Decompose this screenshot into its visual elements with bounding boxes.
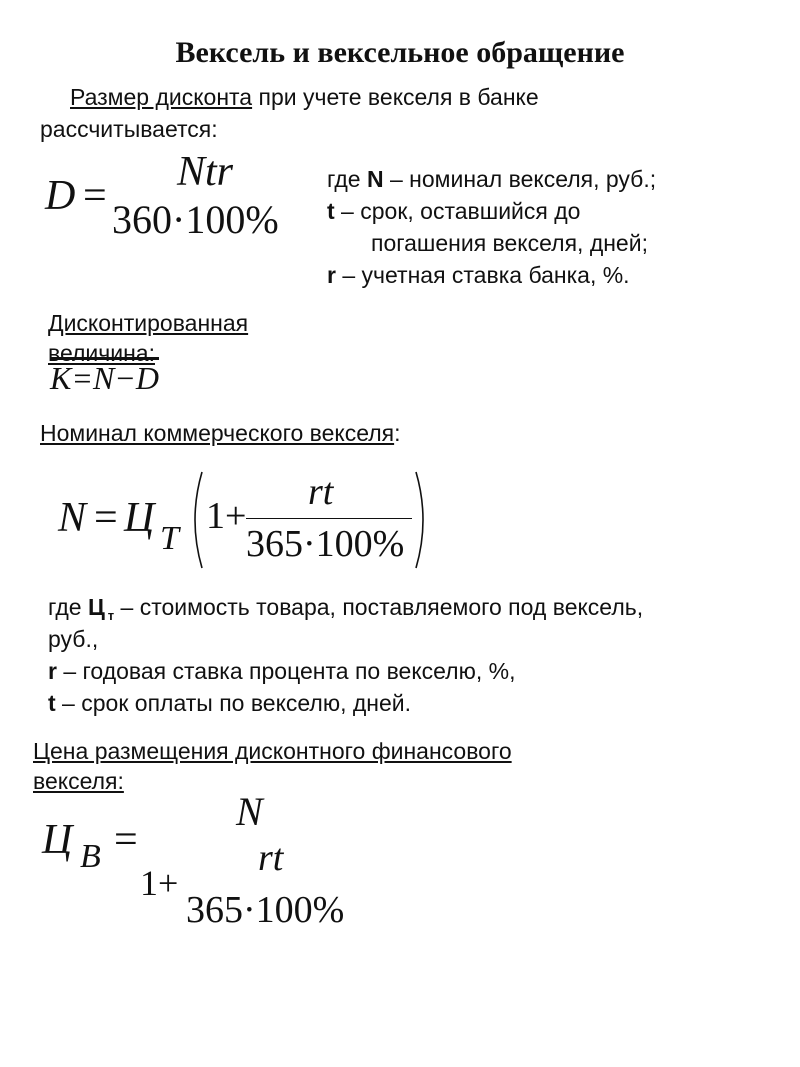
discount-legend-t: t – срок, оставшийся до [327, 198, 581, 224]
page-title: Вексель и вексельное обращение [175, 36, 625, 69]
discounted-value-label-line1: Дисконтированная [48, 310, 249, 336]
pp-formula-numerator: N [236, 789, 263, 834]
cn-formula-price-symbol: Ц [124, 495, 155, 541]
cn-formula-denominator: 365·100% [246, 523, 405, 565]
discount-legend-n: где N – номинал векселя, руб.; [327, 166, 657, 192]
cn-formula-one-plus: 1+ [206, 495, 247, 537]
pp-formula-inner-numerator: rt [258, 837, 284, 879]
discount-legend-r: r – учетная ставка банка, %. [327, 262, 630, 288]
discount-formula-denominator: 360·100% [112, 197, 279, 242]
pp-formula-inner-denominator: 365·100% [186, 889, 345, 931]
discount-intro-line1 [70, 82, 539, 112]
discount-formula-eq: = [83, 173, 107, 219]
cn-legend-t: t – срок оплаты по векселю, дней. [48, 690, 412, 716]
left-paren-icon [186, 470, 206, 570]
placement-price-label-line1: Цена размещения дисконтного финансового [33, 738, 512, 764]
commercial-note-label: Номинал коммерческого векселя: [40, 420, 401, 446]
right-paren-icon [412, 470, 432, 570]
cn-legend-r: r – годовая ставка процента по векселю, %, [48, 658, 516, 684]
pp-formula-eq: = [114, 817, 138, 863]
discounted-value-formula: K=N−D [50, 360, 159, 396]
discount-intro-underlined: Размер дисконта [70, 84, 253, 110]
pp-formula-lhs: Ц [42, 817, 73, 863]
pp-formula-one-plus: 1+ [140, 863, 179, 903]
cn-formula-fraction-bar [246, 518, 412, 519]
discount-intro-line2: рассчитывается: [40, 116, 218, 142]
discounted-value-label-line2: величина: [48, 340, 155, 366]
cn-legend-price-cont: руб., [48, 626, 99, 652]
cn-formula-numerator: rt [308, 471, 334, 513]
pp-formula-lhs-sub: B [80, 838, 101, 875]
cn-legend-price: где Ц $_т$ – стоимость товара, поставляемого под вексель, [48, 594, 644, 623]
discount-legend-t-cont: погашения векселя, дней; [371, 230, 648, 256]
discount-intro-rest: при учете векселя в банке [252, 84, 539, 110]
placement-price-label-line2: векселя: [33, 768, 124, 794]
cn-formula-price-sub: T [160, 520, 179, 557]
cn-formula-lhs: N [58, 495, 87, 541]
discount-formula-lhs: D [45, 173, 76, 219]
discount-formula-numerator: Ntr [177, 149, 234, 195]
cn-formula-eq: = [94, 495, 118, 541]
